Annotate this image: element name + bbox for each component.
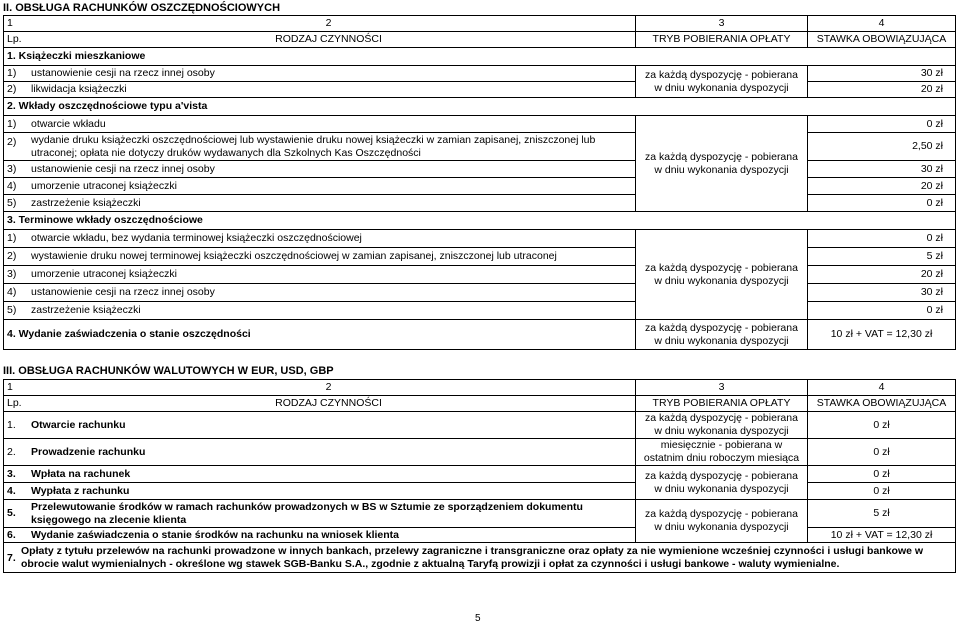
row-num: 3. [7, 467, 16, 480]
row-fee: 0 zł [808, 116, 956, 133]
section-2-title: II. OBSŁUGA RACHUNKÓW OSZCZĘDNOŚCIOWYCH [3, 2, 281, 14]
header-lp: Lp. [7, 33, 22, 45]
row-text: otwarcie wkładu, bez wydania terminowej książeczki oszczędnościowej [31, 232, 362, 244]
row-text: Otwarcie rachunku [31, 418, 126, 431]
row-text: umorzenie utraconej książeczki [31, 179, 177, 192]
tryb-line2: w dniu wykonania dyspozycji [654, 521, 789, 533]
row-fee: 5 zł [808, 248, 956, 266]
row-lp: 1) [7, 117, 17, 130]
row-text: ustanowienie cesji na rzecz innej osoby [31, 67, 215, 79]
row-fee: 30 zł [808, 284, 956, 302]
row-text: umorzenie utraconej książeczki [31, 268, 177, 280]
tryb-cell [636, 66, 808, 98]
row-text: ustanowienie cesji na rzecz innej osoby [31, 162, 215, 175]
col-num-3: 3 [636, 16, 808, 32]
header-mode: TRYB POBIERANIA OPŁATY [636, 396, 808, 412]
table-row [4, 500, 956, 528]
tryb-line1: za każdą dyspozycję - pobierana [645, 321, 798, 334]
header-rate: STAWKA OBOWIĄZUJĄCA [808, 396, 956, 412]
row-lp: 5) [7, 196, 17, 209]
savings-accounts-table [3, 15, 956, 350]
row-lp: 1) [7, 232, 17, 244]
row-fee: 5 zł [808, 500, 956, 528]
column-number-row [4, 16, 956, 32]
header-row [4, 396, 956, 412]
group-2-title: 2. Wkłady oszczędnościowe typu a'vista [4, 98, 956, 116]
tryb-cell [636, 320, 808, 350]
tryb-line1: miesięcznie - pobierana w [660, 439, 783, 451]
tryb-line2: w dniu wykonania dyspozycji [654, 482, 789, 495]
tryb-line2: w dniu wykonania dyspozycji [654, 274, 789, 287]
row-fee: 10 zł + VAT = 12,30 zł [808, 320, 956, 350]
row-fee: 2,50 zł [808, 133, 956, 161]
row-lp: 3) [7, 268, 17, 280]
table-row [4, 133, 956, 161]
row-text: otwarcie wkładu [31, 117, 106, 130]
table-row [4, 284, 956, 302]
row-lp: 4) [7, 286, 17, 298]
tryb-line2: w dniu wykonania dyspozycji [654, 425, 789, 437]
row-fee: 0 zł [808, 230, 956, 248]
row-fee: 0 zł [808, 439, 956, 466]
row-text: likwidacja książeczki [31, 83, 127, 95]
tryb-line1: za każdą dyspozycję - pobierana [645, 150, 798, 163]
row-text: Opłaty z tytułu przelewów na rachunki prowadzone w innych bankach, przelewy zagraniczne i transgraniczne oraz opłaty za nie wymienione wcześniej czynności i usługi bankowe w obrocie walut wymienialnych - określone wg stawek SGB-Banku S.A., zgodnie z aktualną Taryfą prowizji i opłat za czynności i usługi bankowe - waluty wymienialne. [21, 544, 924, 570]
table-row [4, 483, 956, 500]
tryb-line2: w dniu wykonania dyspozycji [654, 81, 789, 94]
column-number-row [4, 380, 956, 396]
tryb-cell [636, 466, 808, 500]
tryb-line2: ostatnim dniu roboczym miesiąca [643, 452, 800, 464]
row-fee: 0 zł [808, 466, 956, 483]
table-row [4, 439, 956, 466]
header-activity: RODZAJ CZYNNOŚCI [275, 397, 382, 409]
row-text: wydanie druku książeczki oszczędnościowej lub wystawienie druku nowej książeczki w zamian zapisanej, zniszczonej lub utraconej; opłata nie dotyczy druków wydawanych dla Szkolnych Kas Oszczędności [31, 133, 596, 159]
row-text: Wpłata na rachunek [31, 467, 131, 480]
row-num: 5. [7, 506, 16, 519]
col-num-1: 1 [7, 17, 13, 29]
row-fee: 20 zł [808, 266, 956, 284]
table-row [4, 543, 956, 573]
row-fee: 20 zł [808, 82, 956, 98]
row-text: ustanowienie cesji na rzecz innej osoby [31, 286, 215, 298]
col-num-1: 1 [7, 381, 13, 393]
table-row [4, 248, 956, 266]
header-rate: STAWKA OBOWIĄZUJĄCA [808, 32, 956, 48]
col-num-3: 3 [636, 380, 808, 396]
row-num: 1. [7, 418, 16, 431]
table-row [4, 528, 956, 543]
header-mode: TRYB POBIERANIA OPŁATY [636, 32, 808, 48]
header-row [4, 32, 956, 48]
table-row [4, 178, 956, 195]
row-fee: 0 zł [808, 195, 956, 212]
row-fee: 10 zł + VAT = 12,30 zł [808, 528, 956, 543]
row-lp: 5) [7, 304, 17, 316]
row-fee: 0 zł [808, 483, 956, 500]
row-num: 7. [7, 551, 16, 564]
header-activity: RODZAJ CZYNNOŚCI [275, 33, 382, 45]
row-text: Prowadzenie rachunku [31, 445, 146, 458]
row-num: 6. [7, 528, 16, 541]
row-lp: 1) [7, 67, 17, 79]
row-lp: 2) [7, 250, 17, 262]
page-number: 5 [475, 613, 481, 624]
table-row [4, 302, 956, 320]
tryb-cell [636, 439, 808, 466]
group-3-title: 3. Terminowe wkłady oszczędnościowe [4, 212, 956, 230]
table-row [4, 230, 956, 248]
col-num-2: 2 [325, 381, 332, 393]
table-row [4, 320, 956, 350]
tryb-cell [636, 116, 808, 212]
table-row [4, 161, 956, 178]
group-title-row [4, 212, 956, 230]
group-1-title: 1. Książeczki mieszkaniowe [4, 48, 956, 66]
currency-accounts-table [3, 379, 956, 573]
row-num: 4. [7, 484, 16, 497]
tryb-line1: za każdą dyspozycję - pobierana [645, 469, 798, 482]
table-row [4, 82, 956, 98]
row-fee: 20 zł [808, 178, 956, 195]
table-row [4, 466, 956, 483]
table-row [4, 266, 956, 284]
tryb-cell [636, 230, 808, 320]
row-num: 2. [7, 445, 16, 458]
group-title-row [4, 98, 956, 116]
tryb-line1: za każdą dyspozycję - pobierana [645, 68, 798, 81]
tryb-line2: w dniu wykonania dyspozycji [654, 163, 789, 176]
table-row [4, 66, 956, 82]
row-lp: 2) [7, 83, 17, 95]
tryb-line2: w dniu wykonania dyspozycji [654, 334, 789, 347]
group-4-title: 4. Wydanie zaświadczenia o stanie oszczędności [4, 320, 636, 350]
row-text: Przelewutowanie środków w ramach rachunków prowadzonych w BS w Sztumie ze sporządzeniem dokumentu księgowego na zlecenie klienta [31, 500, 583, 526]
row-text: zastrzeżenie książeczki [31, 304, 141, 316]
header-lp: Lp. [7, 397, 22, 409]
row-fee: 0 zł [808, 302, 956, 320]
col-num-4: 4 [808, 16, 956, 32]
section-3-title: III. OBSŁUGA RACHUNKÓW WALUTOWYCH W EUR, USD, GBP [3, 365, 334, 377]
table-row [4, 412, 956, 439]
tryb-line1: za każdą dyspozycję - pobierana [645, 508, 798, 520]
row-text: wystawienie druku nowej terminowej książeczki oszczędnościowej w zamian zapisanej, zniszczonej lub utraconej [31, 250, 557, 262]
tryb-cell [636, 412, 808, 439]
row-text: Wydanie zaświadczenia o stanie środków na rachunku na wniosek klienta [31, 528, 400, 541]
col-num-2: 2 [325, 17, 332, 29]
col-num-4: 4 [808, 380, 956, 396]
table-row [4, 116, 956, 133]
tryb-line1: za każdą dyspozycję - pobierana [645, 412, 798, 424]
row-text: zastrzeżenie książeczki [31, 196, 141, 209]
table-row [4, 195, 956, 212]
row-fee: 0 zł [808, 412, 956, 439]
row-lp: 3) [7, 162, 17, 175]
tryb-line1: za każdą dyspozycję - pobierana [645, 261, 798, 274]
tryb-cell [636, 500, 808, 543]
row-fee: 30 zł [808, 66, 956, 82]
row-fee: 30 zł [808, 161, 956, 178]
row-lp: 2) [7, 135, 17, 148]
row-text: Wypłata z rachunku [31, 484, 130, 497]
row-lp: 4) [7, 179, 17, 192]
group-title-row [4, 48, 956, 66]
